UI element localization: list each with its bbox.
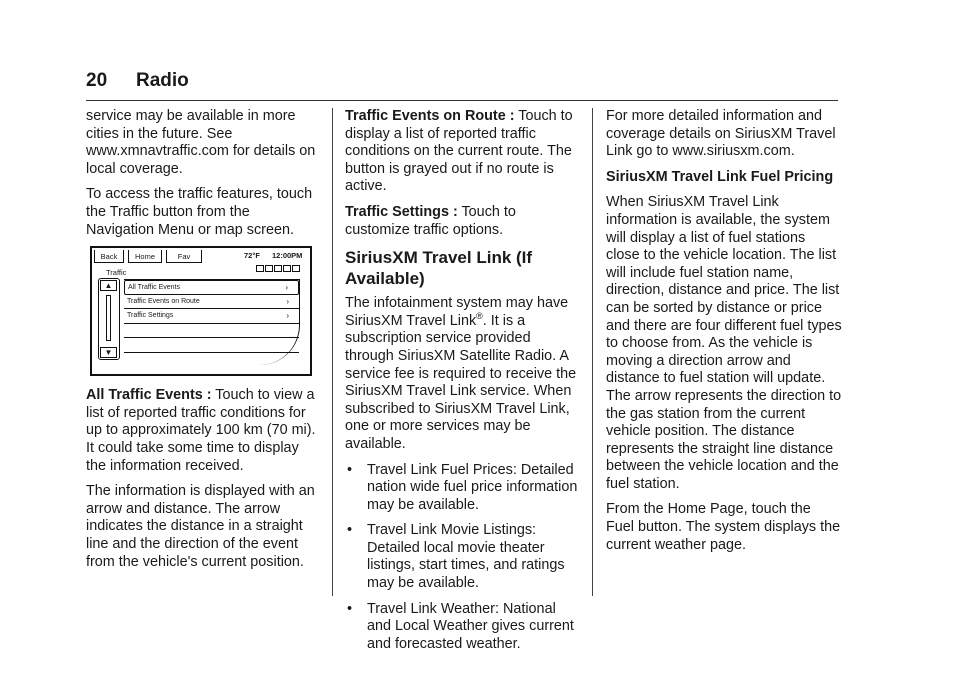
- clock: 12:00PM: [272, 251, 303, 260]
- scrollbar[interactable]: [98, 278, 120, 360]
- chevron-right-icon: ›: [286, 296, 289, 306]
- paragraph-more-info: For more detailed information and coverage details on SiriusXM Travel Link go to www.siriusxm.com.: [606, 108, 836, 160]
- subheading-fuel-pricing: SiriusXM Travel Link Fuel Pricing: [606, 168, 834, 185]
- run-in-heading: Traffic Settings :: [345, 203, 458, 220]
- list-item-label: Traffic Events on Route: [127, 297, 200, 305]
- status-icon: [265, 265, 273, 272]
- fav-button[interactable]: Fav: [166, 250, 202, 263]
- status-icon: [292, 265, 300, 272]
- bullet-text: Travel Link Movie Listings: Detailed local movie theater listings, start times, and ratings may be available.: [367, 522, 565, 592]
- home-button[interactable]: Home: [128, 250, 162, 263]
- chevron-right-icon: ›: [286, 311, 289, 320]
- text-run: . It is a subscription service provided through SiriusXM Satellite Radio. A service fee is required to receive the SiriusXM Travel Link service. When subscribed to SiriusXM Travel Link, one or more services may be available.: [345, 312, 577, 452]
- run-in-heading: All Traffic Events :: [86, 387, 212, 404]
- chevron-right-icon: ›: [285, 283, 288, 292]
- paragraph-all-traffic-events: [86, 387, 320, 475]
- page-header: [86, 68, 838, 101]
- bullet-text: Travel Link Weather: National and Local Weather gives current and forecasted weather.: [367, 600, 574, 652]
- traffic-list: [124, 279, 300, 365]
- list-item: [124, 338, 299, 353]
- list-item[interactable]: [124, 295, 299, 310]
- list-item[interactable]: [124, 309, 299, 324]
- run-in-heading: Traffic Events on Route :: [345, 108, 515, 124]
- bullet-item: [345, 462, 583, 515]
- column-3: [606, 108, 842, 562]
- bullet-icon: •: [347, 461, 353, 478]
- paragraph-traffic-settings: [345, 204, 583, 239]
- paragraph-fuel-pricing: When SiriusXM Travel Link information is available, the system will display a list of fuel stations close to the vehicle location. The list will include fuel station name, direction, distance and price. The list can be sorted by distance or price and there are four different fuel types to choose from. As the vehicle is moving a direction arrow and distance to fuel station will update. The arrow represents the direction to the gas station from the current vehicle position. The distance represents the straight line distance between the vehicle location and the fuel station.: [606, 194, 842, 492]
- paragraph-arrow-distance: The information is displayed with an arrow and distance. The arrow indicates the distance in a straight line and the direction of the event from the vehicle's current position.: [86, 483, 315, 570]
- scroll-down-icon[interactable]: ▼: [100, 347, 117, 358]
- column-divider-1: [332, 108, 333, 596]
- paragraph-access: To access the traffic features, touch the Traffic button from the Navigation Menu or map screen.: [86, 186, 313, 238]
- run-in-text: Touch to display a list of reported traffic conditions on the current route. The button is grayed out if no route is active.: [345, 108, 573, 195]
- scroll-up-icon[interactable]: ▲: [100, 280, 117, 291]
- list-item[interactable]: [124, 280, 299, 295]
- section-heading: SiriusXM Travel Link (If Available): [345, 248, 533, 289]
- page-number: 20: [86, 70, 108, 91]
- bullet-text: Travel Link Fuel Prices: Detailed nation wide fuel price information may be available.: [367, 461, 578, 513]
- paragraph-coverage: service may be available in more cities in the future. See www.xmnavtraffic.com for details on local coverage.: [86, 108, 316, 177]
- bullet-item: [345, 601, 583, 654]
- status-icons: [256, 265, 300, 272]
- paragraph-travel-link: [345, 295, 583, 453]
- list-item: [124, 353, 299, 368]
- scroll-track[interactable]: [106, 295, 111, 341]
- temperature: 72°F: [244, 251, 260, 260]
- traffic-screen-figure: [90, 246, 312, 376]
- bullet-item: [345, 522, 583, 592]
- screen-label: Traffic: [106, 268, 127, 277]
- text-run: The infotainment system may have SiriusXM Travel Link: [345, 295, 569, 329]
- registered-mark: ®: [476, 310, 483, 321]
- bullet-icon: •: [347, 522, 353, 539]
- column-divider-2: [592, 108, 593, 596]
- status-icon: [283, 265, 291, 272]
- column-2: [345, 108, 583, 661]
- run-in-text: Touch to view a list of reported traffic conditions for up to approximately 100 km (70 mi). It could take some time to display the information received.: [86, 387, 316, 474]
- list-item: [124, 324, 299, 339]
- bullet-icon: •: [347, 600, 353, 617]
- back-button[interactable]: Back: [94, 250, 124, 263]
- paragraph-fuel-button: From the Home Page, touch the Fuel button. The system displays the current weather page.: [606, 501, 841, 553]
- paragraph-events-on-route: [345, 108, 583, 196]
- page-title: Radio: [136, 70, 189, 91]
- list-item-label: Traffic Settings: [127, 312, 174, 319]
- run-in-text: Touch to customize traffic options.: [345, 203, 516, 238]
- status-icon: [274, 265, 282, 272]
- status-icon: [256, 265, 264, 272]
- list-item-label: All Traffic Events: [128, 284, 181, 291]
